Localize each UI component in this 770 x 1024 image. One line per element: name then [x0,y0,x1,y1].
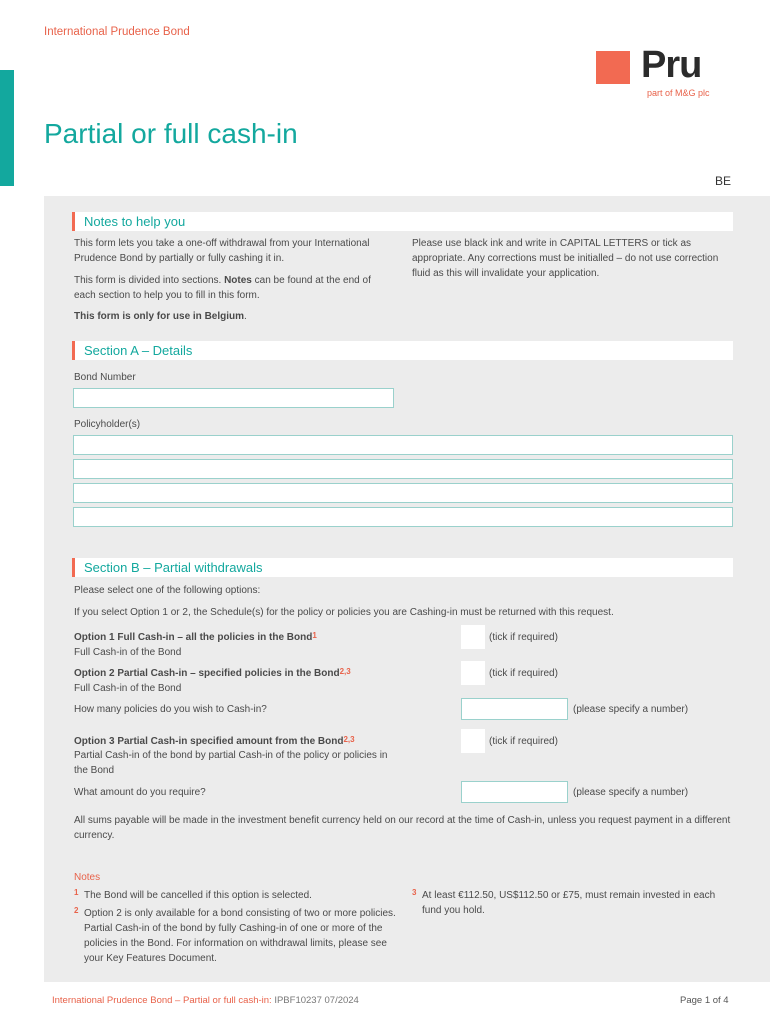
option-2-description: Full Cash-in of the Bond [74,683,182,694]
bond-number-label: Bond Number [74,372,136,383]
section-b-header [72,558,733,577]
para-2-text-a: This form is divided into sections. [74,275,225,286]
option-1-tick-box[interactable] [461,625,485,649]
option-3-footnote-ref: 2,3 [343,735,355,744]
header-accent [72,558,75,577]
logo-subtitle: part of M&G plc [647,88,710,98]
option-1-footnote-ref: 1 [312,631,317,640]
note-3-number: 3 [412,888,417,897]
note-3: At least €112.50, US$112.50 or £75, must remain invested in each fund you hold. [422,890,716,916]
amount-label: What amount do you require? [74,787,206,798]
header-accent [72,341,75,360]
document-name: International Prudence Bond [44,26,190,38]
note-2-number: 2 [74,906,79,915]
option-3-description: Partial Cash-in of the bond by partial Cash-in of the policy or policies in the Bond [74,750,388,776]
option-3-title [74,734,454,749]
para-2-text-c: can be found at the end of each section to help you to fill in this form. [74,275,371,301]
page-title: Partial or full cash-in [44,118,298,149]
notes-title: Notes [74,872,101,883]
belgium-only-notice: This form is only for use in Belgium [74,311,245,322]
notes-help-header [72,212,733,231]
option-3-tick-box[interactable] [461,729,485,753]
option-1-title-text: Option 1 Full Cash-in – all the policies in the Bond [74,632,313,643]
policyholder-field-4[interactable] [73,507,733,527]
option-1-description: Full Cash-in of the Bond [74,647,182,658]
section-a-heading: Section A – Details [84,343,193,358]
option-3-hint: (tick if required) [489,736,558,747]
currency-note: All sums payable will be made in the investment benefit currency held on our record at the time of Cash-in, unless you request payment in a different currency. [74,815,731,841]
section-b-heading: Section B – Partial withdrawals [84,560,263,575]
option-2-title [74,666,454,681]
option-3-title-text: Option 3 Partial Cash-in specified amount from the Bond [74,736,344,747]
note-2: Option 2 is only available for a bond consisting of two or more policies. Partial Cash-in of the bond by fully Cashing-in of one or more of the policies in the Bond. For information on withdrawal limits, please see your Key Features Document. [84,908,396,964]
policyholders-label: Policyholder(s) [74,419,141,430]
notes-help-heading: Notes to help you [84,214,186,229]
para-3-end: . [244,311,247,322]
header-accent [72,212,75,231]
note-1-number: 1 [74,888,79,897]
bond-number-field[interactable] [73,388,394,408]
pru-logo [596,44,726,104]
notes-help-para-2 [74,273,394,303]
policyholder-field-2[interactable] [73,459,733,479]
schedule-instruction: If you select Option 1 or 2, the Schedule(s) for the policy or policies you are Cashing-in must be returned with this request. [74,607,614,618]
section-a-header [72,341,733,360]
page-number: Page 1 of 4 [680,995,729,1006]
notes-help-para-1: This form lets you take a one-off withdrawal from your International Prudence Bond by partially or fully cashing it in. [74,238,370,264]
option-1-hint: (tick if required) [489,632,558,643]
option-2-hint: (tick if required) [489,668,558,679]
option-2-footnote-ref: 2,3 [339,667,351,676]
country-code: BE [715,174,732,188]
option-1-title [74,630,454,645]
para-2-notes-bold: Notes [224,275,252,286]
logo-wordmark: Pru [641,44,702,86]
how-many-policies-field[interactable] [461,698,568,720]
logo-square [596,51,630,84]
notes-help-right-para: Please use black ink and write in CAPITAL LETTERS or tick as appropriate. Any corrections must be initialled – do not use correction fluid as this will invalidate your application. [412,238,719,279]
option-2-title-text: Option 2 Partial Cash-in – specified policies in the Bond [74,668,340,679]
amount-field[interactable] [461,781,568,803]
footer-title: International Prudence Bond – Partial or full cash-in: [52,995,275,1006]
accent-bar [0,70,14,186]
how-many-policies-hint: (please specify a number) [573,704,689,715]
note-1: The Bond will be cancelled if this option is selected. [84,890,312,901]
amount-hint: (please specify a number) [573,787,689,798]
policyholder-field-3[interactable] [73,483,733,503]
footer-document-ref [52,995,359,1006]
how-many-policies-label: How many policies do you wish to Cash-in? [74,704,267,715]
select-options-instruction: Please select one of the following options: [74,585,261,596]
notes-help-para-3 [74,309,394,324]
footer-code: IPBF10237 07/2024 [274,995,359,1006]
option-2-tick-box[interactable] [461,661,485,685]
policyholder-field-1[interactable] [73,435,733,455]
